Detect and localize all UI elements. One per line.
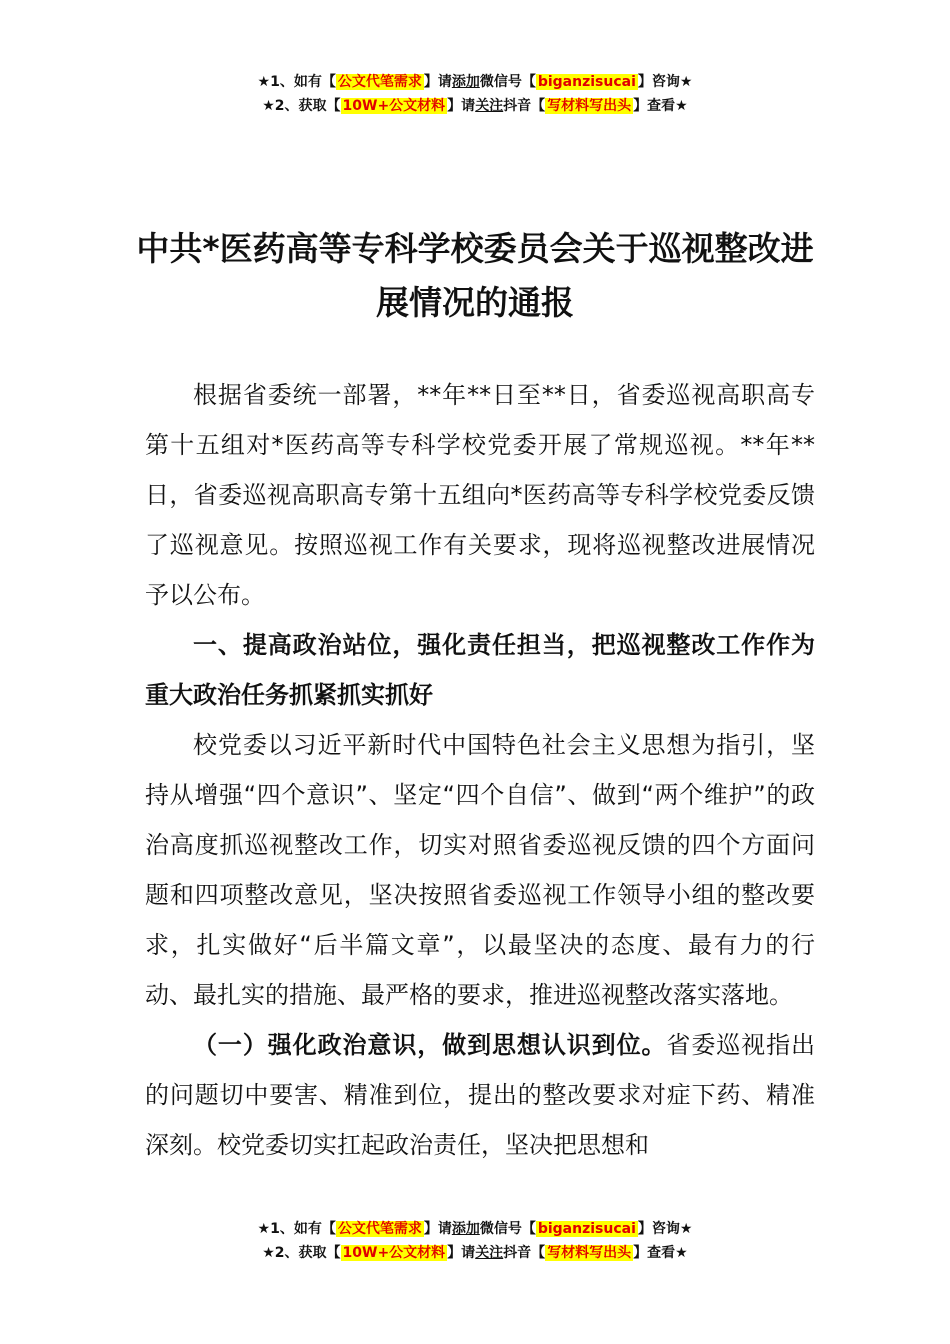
paragraph-intro: 根据省委统一部署，**年**日至**日，省委巡视高职高专第十五组对*医药高等专科学校党委开展了常规巡视。**年**日，省委巡视高职高专第十五组向*医药高等专科学校党委反馈了巡视意见。按照巡视工作有关要求，现将巡视整改进展情况予以公布。: [145, 381, 815, 609]
promo-underline: 添加: [451, 1221, 480, 1237]
promo-highlight: 公文代笔需求: [337, 74, 422, 90]
promo-text: 】咨询★: [637, 1221, 693, 1237]
subsection-text: 省委巡视指出的问题切中要害、精准到位，提出的整改要求对症下药、精准深刻。校党委切实扛起政治责任，坚决把思想和: [145, 1031, 816, 1159]
promo-highlight: 写材料写出头: [547, 1245, 632, 1261]
promo-text: 】请: [447, 1245, 476, 1261]
promo-text: 】请: [447, 98, 476, 114]
promo-text: 微信号【: [479, 1221, 536, 1237]
promo-text: 抖音【: [503, 98, 546, 114]
promo-line-2: [0, 94, 950, 118]
promo-banner-top: [0, 70, 950, 118]
promo-line-1: [0, 70, 950, 94]
promo-text: 】请: [423, 74, 452, 90]
document-title: 中共*医药高等专科学校委员会关于巡视整改进展情况的通报: [136, 229, 814, 322]
section-heading-1: 一、提高政治站位，强化责任担当，把巡视整改工作作为重大政治任务抓紧抓实抓好: [145, 631, 815, 709]
paragraph-subsection-1: [145, 1020, 815, 1170]
promo-text: 】请: [423, 1221, 452, 1237]
promo-highlight: 写材料写出头: [547, 98, 632, 114]
promo-text: ★1、如有【: [257, 74, 336, 90]
promo-text: ★2、获取【: [262, 1245, 341, 1261]
promo-highlight: 10W+公文材料: [342, 1245, 446, 1261]
promo-highlight: 10W+公文材料: [342, 98, 446, 114]
promo-underline: 添加: [451, 74, 480, 90]
document-body: [145, 370, 815, 1170]
promo-text: ★1、如有【: [257, 1221, 336, 1237]
promo-line-2: [0, 1241, 950, 1265]
promo-text: 】咨询★: [637, 74, 693, 90]
promo-text: ★2、获取【: [262, 98, 341, 114]
promo-text: 抖音【: [503, 1245, 546, 1261]
promo-underline: 关注: [475, 98, 504, 114]
promo-banner-bottom: [0, 1217, 950, 1265]
promo-line-1: [0, 1217, 950, 1241]
promo-highlight: 公文代笔需求: [337, 1221, 422, 1237]
promo-text: 微信号【: [479, 74, 536, 90]
subsection-heading: （一）强化政治意识，做到思想认识到位。: [193, 1031, 667, 1059]
promo-highlight: biganzisucai: [537, 74, 636, 90]
promo-text: 】查看★: [633, 98, 688, 114]
promo-text: 】查看★: [633, 1245, 688, 1261]
promo-underline: 关注: [475, 1245, 504, 1261]
promo-highlight: biganzisucai: [537, 1221, 636, 1237]
paragraph-section-1: 校党委以习近平新时代中国特色社会主义思想为指引，坚持从增强“四个意识”、坚定“四个自信”、做到“两个维护”的政治高度抓巡视整改工作，切实对照省委巡视反馈的四个方面问题和四项整改意见，坚决按照省委巡视工作领导小组的整改要求，扎实做好“后半篇文章”，以最坚决的态度、最有力的行动、最扎实的措施、最严格的要求，推进巡视整改落实落地。: [145, 731, 815, 1009]
